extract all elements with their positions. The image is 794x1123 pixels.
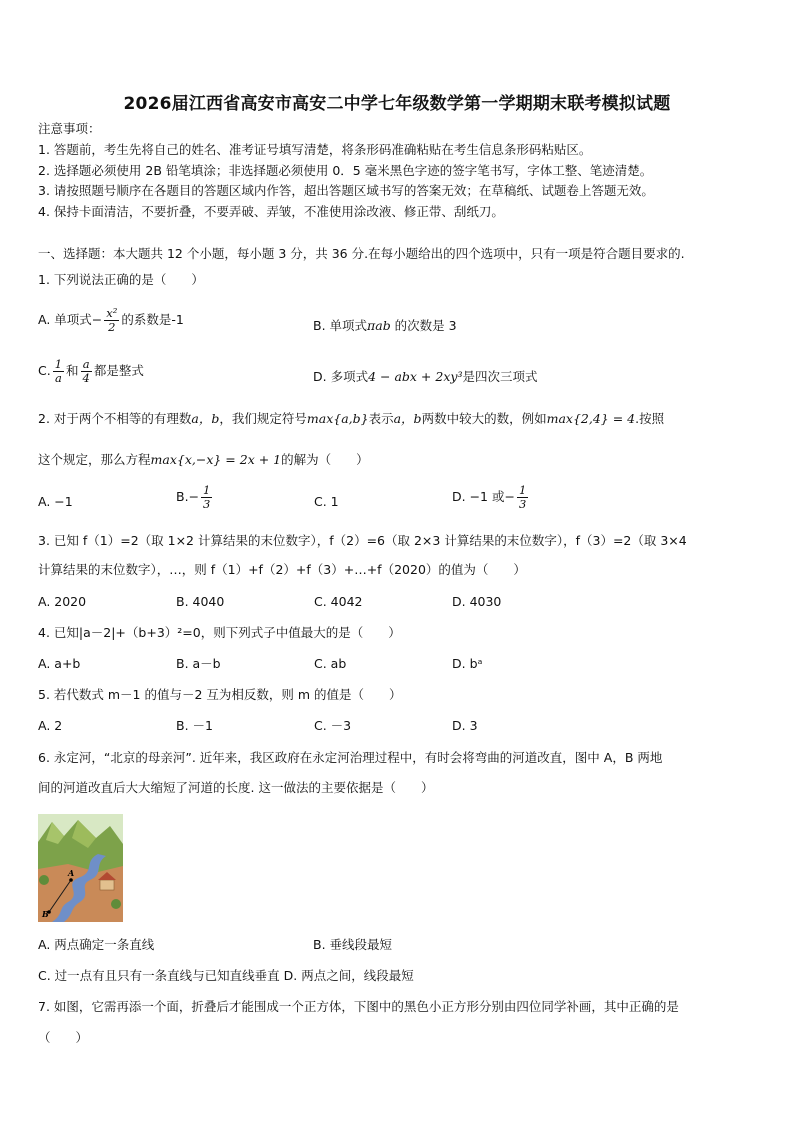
question-3-stem-line-1: 3. 已知 f（1）=2（取 1×2 计算结果的末位数字），f（2）=6（取 2×3 计算结果的末位数字），f（3）=2（取 3×4 <box>38 533 687 548</box>
question-4-option-b: B. a－b <box>176 656 221 671</box>
question-1-stem: 1. 下列说法正确的是（ ） <box>38 272 204 287</box>
question-2-option-d: D. −1 或− $\frac{1}{3}$ <box>452 483 527 511</box>
question-2-option-b: B.− $\frac{1}{3}$ <box>176 483 211 511</box>
question-3-stem-line-2: 计算结果的末位数字），…，则 f（1）+f（2）+f（3）+…+f（2020）的值为（ ） <box>38 562 526 577</box>
question-7-stem-line-2: （ ） <box>38 1030 89 1045</box>
fraction: $\frac{1}{3}$ <box>203 483 211 511</box>
question-3-option-b: B. 4040 <box>176 594 225 609</box>
question-2-option-a: A. −1 <box>38 494 73 509</box>
question-4-stem: 4. 已知|a－2|+（b+3）²=0，则下列式子中值最大的是（ ） <box>38 625 401 640</box>
question-5-stem: 5. 若代数式 m－1 的值与－2 互为相反数，则 m 的值是（ ） <box>38 687 402 702</box>
question-6-stem-line-2: 间的河道改直后大大缩短了河道的长度. 这一做法的主要依据是（ ） <box>38 780 434 795</box>
question-2-option-c: C. 1 <box>314 494 339 509</box>
question-5-option-c: C. －3 <box>314 718 352 733</box>
question-2-stem-line-1: 2. 对于两个不相等的有理数a，b，我们规定符号max{a,b}表示a，b两数中较大的数，例如max{2,4} = 4.按照 <box>38 411 665 426</box>
notice-item-4: 4. 保持卡面清洁，不要折叠，不要弄破、弄皱，不准使用涂改液、修正带、刮纸刀。 <box>38 204 504 219</box>
question-4-option-a: A. a+b <box>38 656 81 671</box>
notice-item-1: 1. 答题前，考生先将自己的姓名、准考证号填写清楚，将条形码准确粘贴在考生信息条形码粘贴区。 <box>38 142 592 157</box>
question-7-stem-line-1: 7. 如图，它需再添一个面，折叠后才能围成一个正方体，下图中的黑色小正方形分别由四位同学补画，其中正确的是 <box>38 999 679 1014</box>
notice-heading: 注意事项： <box>38 121 101 136</box>
question-6-option-b: B. 垂线段最短 <box>313 937 393 952</box>
question-2-stem-line-2: 这个规定，那么方程max{x,−x} = 2x + 1的解为（ ） <box>38 452 369 467</box>
point-a-label: A <box>68 868 75 878</box>
notice-item-3: 3. 请按照题号顺序在各题目的答题区域内作答，超出答题区域书写的答案无效；在草稿纸、试题卷上答题无效。 <box>38 183 654 198</box>
section-heading: 一、选择题：本大题共 12 个小题，每小题 3 分，共 36 分.在每小题给出的四个选项中，只有一项是符合题目要求的. <box>38 246 685 261</box>
point-b-label: B <box>42 909 49 919</box>
question-1-option-a: A. 单项式− $\frac{\text{x²}}{2}$ 的系数是-1 <box>38 306 184 334</box>
question-6-options-cd: C. 过一点有且只有一条直线与已知直线垂直 D. 两点之间，线段最短 <box>38 968 414 983</box>
question-5-option-d: D. 3 <box>452 718 478 733</box>
fraction: $\frac{a}{4}$ <box>82 357 90 385</box>
question-6-stem-line-1: 6. 永定河，“北京的母亲河”. 近年来，我区政府在永定河治理过程中，有时会将弯曲的河道改直，图中 A，B 两地 <box>38 750 663 765</box>
question-4-option-d: D. bᵃ <box>452 656 483 671</box>
page-title: 2026届江西省高安市高安二中学七年级数学第一学期期末联考模拟试题 <box>123 94 671 114</box>
question-4-option-c: C. ab <box>314 656 347 671</box>
fraction: $\frac{\text{x²}}{2}$ <box>106 306 118 334</box>
question-3-option-c: C. 4042 <box>314 594 363 609</box>
point-a-dot <box>69 878 73 882</box>
fraction: $\frac{1}{a}$ <box>54 357 63 385</box>
tree <box>39 875 49 885</box>
tree <box>111 899 121 909</box>
question-5-option-a: A. 2 <box>38 718 63 733</box>
question-3-option-a: A. 2020 <box>38 594 87 609</box>
question-6-option-a: A. 两点确定一条直线 <box>38 937 155 952</box>
house <box>100 880 114 890</box>
fraction: $\frac{1}{3}$ <box>518 483 527 511</box>
question-5-option-b: B. －1 <box>176 718 213 733</box>
notice-item-2: 2. 选择题必须使用 2B 铅笔填涂；非选择题必须使用 0．5 毫米黑色字迹的签字笔书写，字体工整、笔迹清楚。 <box>38 163 653 178</box>
question-1-option-c: C. $\frac{1}{a}$ 和 $\frac{a}{4}$ 都是整式 <box>38 357 144 385</box>
question-1-option-d: D. 多项式4 − abx + 2xy³是四次三项式 <box>313 369 538 384</box>
question-1-option-b: B. 单项式πab 的次数是 3 <box>313 318 457 333</box>
river-illustration <box>38 814 123 922</box>
question-3-option-d: D. 4030 <box>452 594 502 609</box>
